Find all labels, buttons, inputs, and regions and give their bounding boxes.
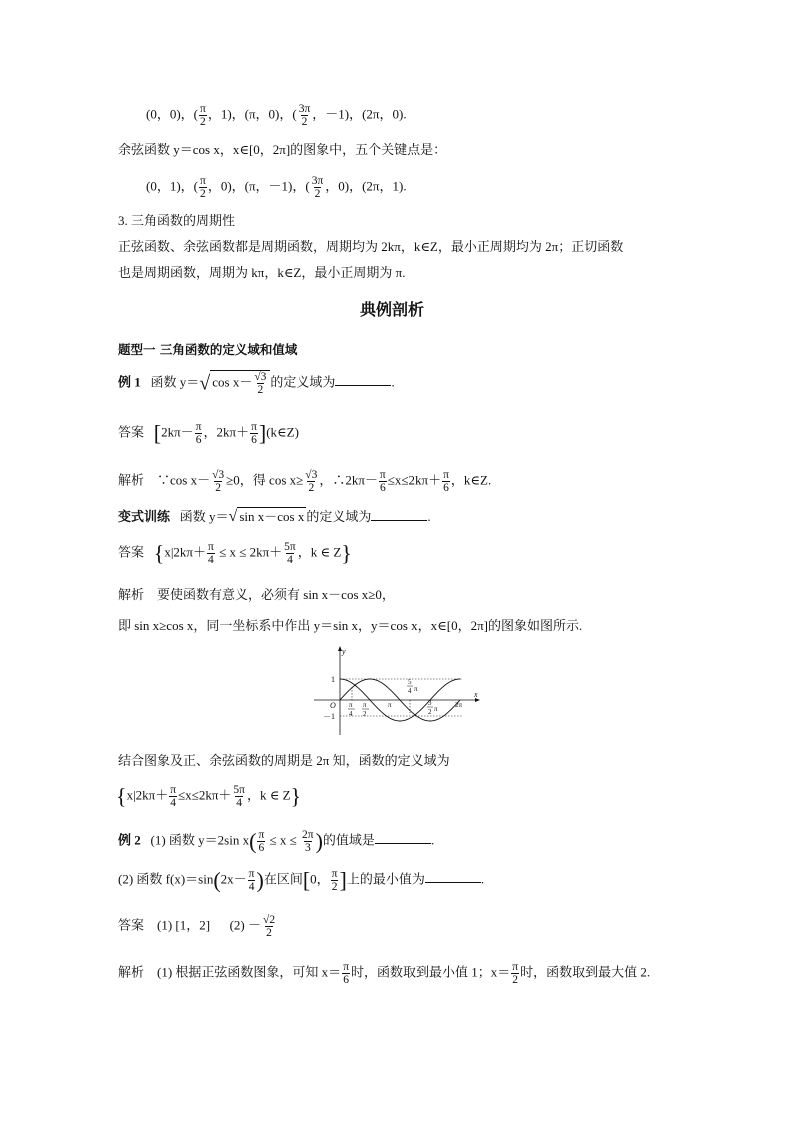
answer-3 [118, 914, 277, 939]
numerator: 5π [284, 541, 296, 553]
numerator: π [195, 421, 202, 433]
text: ，1)，(π，0)，( [207, 106, 297, 122]
tick-pi-2-num: π [363, 701, 367, 709]
left-brace: { [153, 540, 165, 566]
fraction [257, 829, 265, 854]
text: ≤ x ≤ [266, 832, 301, 848]
denominator: 6 [258, 842, 265, 854]
text: ，0)，(π，－1)，( [207, 178, 310, 194]
fraction [199, 103, 207, 128]
denominator: 2 [266, 927, 272, 939]
denominator: 4 [248, 881, 255, 893]
tick-5pi-4-den: 4 [408, 687, 412, 695]
text: 的定义域为 [270, 374, 336, 390]
solution-label: 解析 [118, 472, 145, 488]
text: ，－1)，(2π，0). [312, 106, 407, 122]
y-tick-neg-one: －1 [323, 712, 335, 721]
numerator: π [379, 469, 386, 481]
tick-pi-4-den: 4 [349, 710, 353, 718]
fraction [301, 829, 315, 854]
text: . [427, 509, 431, 524]
numerator: √3 [254, 371, 267, 383]
solution-2-line-2: 即 sin x≥cos x，同一坐标系中作出 y＝sin x，y＝cos x，x∈[0，2π]的图象如图所示. [118, 618, 583, 633]
text: ，k ∈ Z [246, 787, 291, 803]
solution-3 [118, 961, 650, 986]
numerator: π [251, 421, 257, 433]
text: ，2kπ＋ [203, 424, 250, 440]
text: . [430, 832, 435, 848]
text: (1) 函数 y＝2sin x [150, 832, 250, 848]
text: x|2kπ＋ [164, 544, 206, 560]
left-bracket: [ [153, 420, 162, 446]
text: 要使函数有意义，必须有 sin x－cos x≥0， [157, 587, 395, 602]
denominator: 6 [443, 482, 449, 494]
fraction [342, 961, 350, 986]
numerator: π [200, 103, 206, 115]
answer-blank[interactable] [335, 374, 391, 386]
fraction [253, 371, 267, 396]
text: 函数 y＝ [150, 374, 200, 390]
radicand [210, 370, 270, 396]
denominator: 6 [195, 434, 202, 446]
answer-blank[interactable] [425, 871, 481, 883]
fraction [511, 961, 519, 986]
denominator: 6 [251, 434, 257, 446]
denominator: 2 [215, 482, 222, 494]
example-label: 例 1 [118, 374, 141, 390]
answer-label: 答案 [118, 917, 145, 933]
fraction [442, 469, 450, 494]
text: 2x－ [220, 871, 247, 887]
tick-5pi-4-num: 5 [408, 678, 412, 686]
text: (0，0)，( [146, 106, 198, 122]
numerator: √3 [305, 469, 318, 481]
denominator: 2 [512, 974, 519, 986]
tick-3pi-2-num: 3 [428, 699, 432, 707]
answer-label: 答案 [118, 544, 145, 560]
answer-blank[interactable] [375, 832, 431, 844]
fraction [379, 469, 387, 494]
denominator: 4 [287, 554, 293, 566]
text: 2kπ－ [161, 424, 194, 440]
numerator: 3π [298, 103, 311, 115]
text: cos x－ [212, 374, 253, 390]
fraction [207, 541, 215, 566]
cosine-intro: 余弦函数 y＝cos x，x∈[0，2π]的图象中，五个关键点是： [118, 142, 447, 157]
right-brace: } [341, 540, 352, 566]
text: 上的最小值为 [346, 871, 425, 887]
right-paren: ) [315, 828, 323, 854]
left-paren: ( [249, 828, 257, 854]
conclusion-set [116, 784, 301, 809]
denominator: 2 [301, 116, 308, 128]
denominator: 4 [208, 554, 214, 566]
left-bracket: [ [302, 867, 311, 893]
tick-pi-4-num: π [349, 701, 353, 709]
radicand: sin x－cos x [239, 509, 305, 524]
x-axis-label: x [474, 690, 478, 699]
example-2-part-1 [118, 829, 434, 854]
example-1 [118, 370, 395, 396]
text: (k∈Z) [266, 424, 299, 440]
numerator: π [331, 868, 338, 880]
tick-5pi-4-pi: π [414, 685, 418, 693]
fraction [232, 784, 246, 809]
denominator: 2 [257, 384, 264, 396]
tick-pi-2-den: 2 [363, 710, 367, 718]
page-title: 典例剖析 [360, 300, 425, 319]
fraction [304, 469, 318, 494]
fraction [298, 103, 312, 128]
text: ，k∈Z. [450, 472, 492, 488]
right-bracket: ] [339, 867, 347, 893]
text: ≤x≤2kπ＋ [387, 472, 442, 488]
answer-1 [118, 421, 299, 446]
type-1-heading: 题型一 三角函数的定义域和值域 [118, 342, 298, 357]
text: (2) － [229, 917, 262, 933]
numerator: 5π [233, 784, 245, 796]
text: 的值域是 [322, 832, 375, 848]
cosine-key-points [146, 175, 407, 200]
denominator: 4 [236, 797, 243, 809]
y-tick-one: 1 [331, 675, 335, 684]
fraction [248, 868, 256, 893]
numerator: π [208, 541, 214, 553]
fraction [262, 914, 276, 939]
denominator: 2 [314, 188, 321, 200]
denominator: 2 [331, 881, 338, 893]
radical-icon: √ [228, 508, 238, 525]
numerator: π [443, 469, 449, 481]
fraction [250, 421, 258, 446]
tick-3pi-2-den: 2 [428, 708, 432, 716]
text: (1) 根据正弦函数图象，可知 x＝ [157, 964, 342, 980]
numerator: π [200, 175, 206, 187]
section-3-line-1: 正弦函数、余弦函数都是周期函数，周期均为 2kπ，k∈Z，最小正周期均为 2π；正切函数 [118, 239, 624, 254]
text: ≤ x ≤ 2kπ＋ [215, 544, 283, 560]
text: 时，函数取到最小值 1；x＝ [351, 964, 511, 980]
section-3-heading: 3. 三角函数的周期性 [118, 213, 236, 228]
text: 函数 y＝ [179, 509, 229, 524]
text: ≥0，得 cos x≥ [226, 472, 304, 488]
numerator: 2π [302, 829, 314, 841]
numerator: √3 [212, 469, 225, 481]
solution-1 [118, 469, 491, 494]
fraction [211, 469, 225, 494]
text: (0，1)，( [146, 178, 198, 194]
text: . [391, 374, 395, 390]
fraction [169, 784, 177, 809]
variant-label: 变式训练 [118, 509, 171, 524]
text: x|2kπ＋ [126, 787, 169, 803]
numerator: π [343, 961, 349, 973]
solution-2 [118, 586, 395, 604]
right-paren: ) [256, 867, 264, 893]
denominator: 2 [200, 116, 206, 128]
denominator: 4 [170, 797, 177, 809]
fraction [283, 541, 297, 566]
numerator: π [512, 961, 519, 973]
numerator: π [170, 784, 177, 796]
denominator: 6 [343, 974, 349, 986]
tick-3pi-2-pi: π [434, 705, 438, 713]
sine-key-points [146, 103, 407, 128]
left-paren: ( [213, 867, 221, 893]
text: . [480, 871, 485, 887]
answer-blank[interactable] [371, 509, 427, 521]
denominator: 2 [200, 188, 206, 200]
text: ，∴2kπ－ [319, 472, 378, 488]
numerator: π [258, 829, 265, 841]
denominator: 2 [308, 482, 315, 494]
radical-icon: √ [199, 372, 211, 395]
text: 的定义域为 [306, 509, 372, 524]
numerator: π [248, 868, 255, 880]
tick-pi: π [388, 701, 392, 709]
variant-training [118, 507, 431, 526]
solution-label: 解析 [118, 587, 145, 602]
left-brace: { [116, 783, 127, 809]
y-axis-label: y [342, 647, 346, 656]
fraction [331, 868, 339, 893]
denominator: 3 [304, 842, 311, 854]
sin-cos-graph [312, 645, 488, 737]
fraction [199, 175, 207, 200]
right-bracket: ] [258, 420, 267, 446]
fraction [311, 175, 325, 200]
numerator: √2 [263, 914, 276, 926]
answer-label: 答案 [118, 424, 145, 440]
tick-2pi: 2π [455, 701, 463, 709]
text: ∵cos x－ [157, 472, 211, 488]
fraction [195, 421, 203, 446]
example-label: 例 2 [118, 832, 141, 848]
origin-label: O [330, 701, 336, 710]
solution-label: 解析 [118, 964, 145, 980]
text: 在区间 [263, 871, 303, 887]
text: 0， [310, 871, 330, 887]
text: (1) [1，2] [157, 917, 211, 933]
right-brace: } [290, 783, 302, 809]
conclusion-line-1: 结合图象及正、余弦函数的周期是 2π 知，函数的定义域为 [118, 753, 450, 768]
text: ，0)，(2π，1). [325, 178, 407, 194]
text: (2) 函数 f(x)＝sin [118, 871, 214, 887]
answer-2 [118, 541, 352, 566]
example-2-part-2 [118, 868, 484, 893]
section-3-line-2: 也是周期函数，周期为 kπ，k∈Z，最小正周期为 π. [118, 265, 406, 280]
denominator: 6 [379, 482, 386, 494]
numerator: 3π [311, 175, 324, 187]
text: ≤x≤2kπ＋ [178, 787, 232, 803]
text: ，k ∈ Z [297, 544, 342, 560]
text: 时，函数取到最大值 2. [520, 964, 651, 980]
